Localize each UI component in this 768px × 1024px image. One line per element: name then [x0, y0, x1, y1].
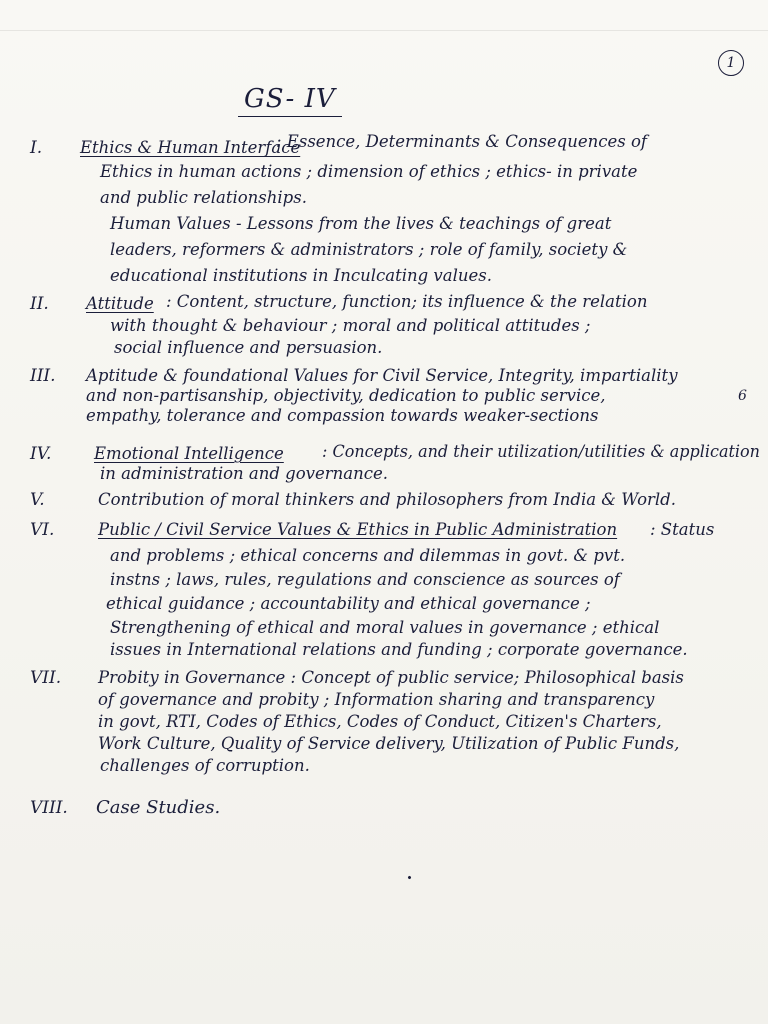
section-line: : Status — [650, 520, 715, 539]
section-line: Human Values - Lessons from the lives & teachings of great — [110, 214, 612, 233]
paper-fold-line — [0, 30, 768, 31]
section-1 — [30, 132, 750, 288]
section-3 — [30, 366, 750, 430]
section-heading: Ethics & Human Interface — [80, 138, 301, 157]
section-line: empathy, tolerance and compassion towards weaker-sections — [86, 406, 599, 425]
section-heading: Public / Civil Service Values & Ethics in Public Administration — [98, 520, 618, 539]
section-line: Strengthening of ethical and moral values in governance ; ethical — [110, 618, 660, 637]
section-line: : Content, structure, function; its influence & the relation — [166, 292, 648, 311]
section-line: educational institutions in Inculcating values. — [110, 266, 492, 285]
pen-mark — [407, 875, 411, 879]
section-line: Work Culture, Quality of Service delivery, Utilization of Public Funds, — [98, 734, 680, 753]
section-line: and public relationships. — [100, 188, 307, 207]
section-7 — [30, 668, 750, 776]
section-line: ethical guidance ; accountability and ethical governance ; — [106, 594, 591, 613]
section-line: Contribution of moral thinkers and philosophers from India & World. — [98, 490, 676, 509]
section-line: : Concepts, and their utilization/utilities & application — [322, 442, 760, 461]
section-8 — [30, 798, 750, 828]
section-heading: Emotional Intelligence — [94, 444, 284, 463]
section-line: challenges of corruption. — [100, 756, 310, 775]
section-numeral: I. — [30, 138, 43, 158]
section-numeral: II. — [30, 294, 49, 314]
section-heading: Attitude — [86, 294, 154, 313]
section-line: instns ; laws, rules, regulations and conscience as sources of — [110, 570, 620, 589]
section-numeral: IV. — [30, 444, 52, 464]
section-numeral: VIII. — [30, 798, 68, 818]
section-6 — [30, 520, 750, 659]
page-title: GS- IV — [238, 84, 342, 117]
section-numeral: VII. — [30, 668, 62, 688]
section-line: social influence and persuasion. — [114, 338, 383, 357]
section-line: and non-partisanship, objectivity, dedication to public service, — [86, 386, 606, 405]
section-line: with thought & behaviour ; moral and political attitudes ; — [110, 316, 591, 335]
margin-mark: 6 — [738, 388, 747, 404]
section-2 — [30, 294, 750, 364]
section-line: and problems ; ethical concerns and dilemmas in govt. & pvt. — [110, 546, 626, 565]
section-line: Aptitude & foundational Values for Civil Service, Integrity, impartiality — [86, 366, 678, 385]
page-number: 1 — [718, 50, 744, 76]
section-numeral: VI. — [30, 520, 55, 540]
section-line: Case Studies. — [96, 797, 221, 818]
section-line: leaders, reformers & administrators ; role of family, society & — [110, 240, 628, 259]
section-5 — [30, 490, 750, 514]
section-numeral: III. — [30, 366, 56, 386]
section-line: Ethics in human actions ; dimension of ethics ; ethics- in private — [100, 162, 638, 181]
section-line: of governance and probity ; Information sharing and transparency — [98, 690, 655, 709]
section-line: issues in International relations and funding ; corporate governance. — [110, 640, 688, 659]
section-line: Probity in Governance : Concept of public service; Philosophical basis — [98, 668, 684, 687]
section-line: in govt, RTI, Codes of Ethics, Codes of Conduct, Citizen's Charters, — [98, 712, 662, 731]
section-numeral: V. — [30, 490, 45, 510]
section-line: in administration and governance. — [100, 464, 388, 483]
section-4 — [30, 442, 760, 484]
section-line: : Essence, Determinants & Consequences of — [276, 132, 647, 151]
